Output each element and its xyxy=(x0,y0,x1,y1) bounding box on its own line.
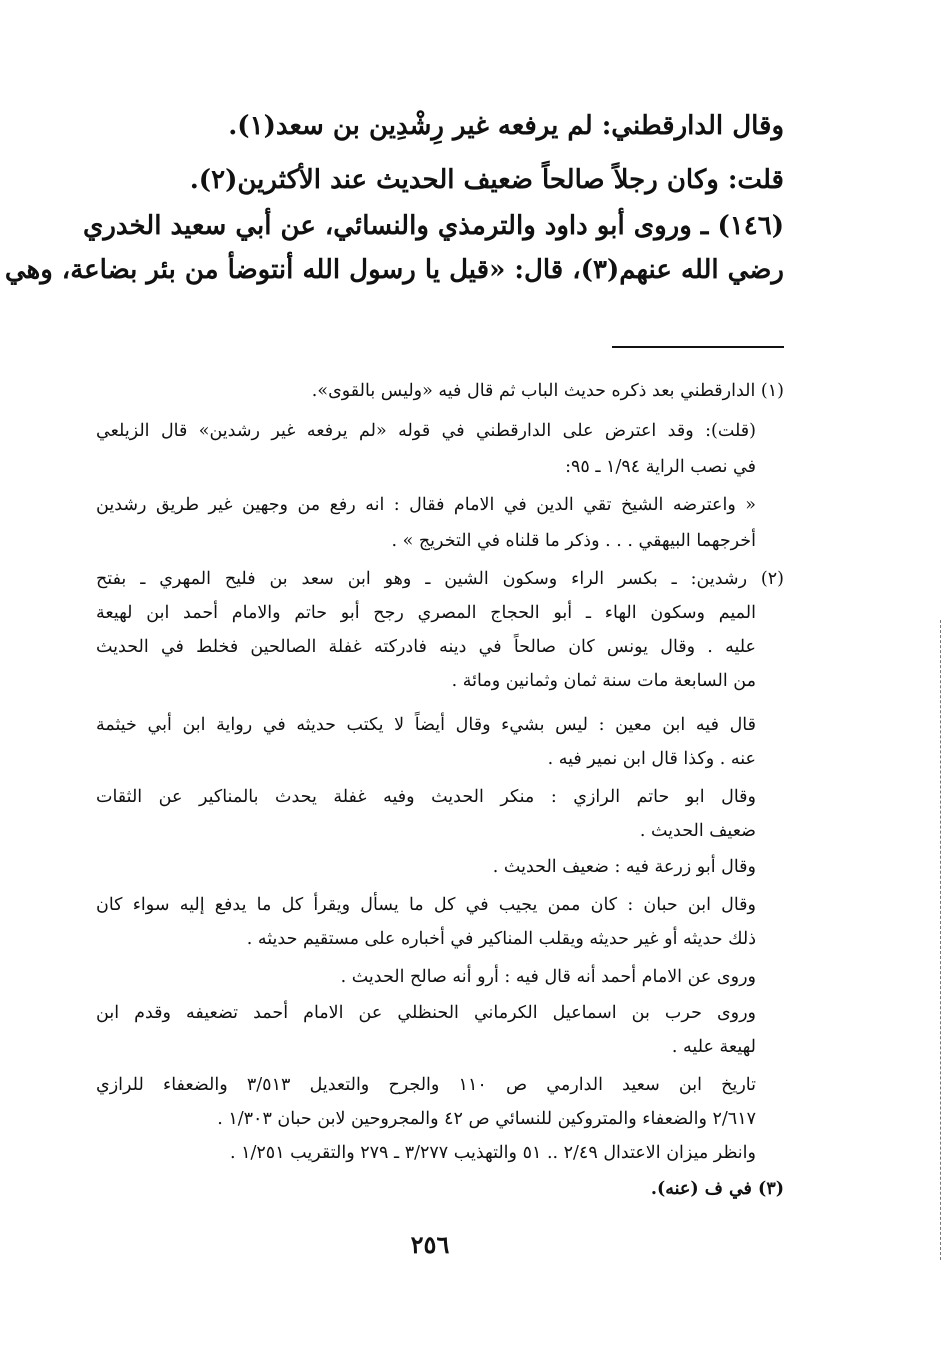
page-number: ٢٥٦ xyxy=(410,1230,450,1259)
footnote-separator xyxy=(612,346,784,348)
footnote-2-line: وقال ابو حاتم الرازي : منكر الحديث وفيه غفلة يحدث بالمناكير عن الثقات xyxy=(96,787,756,807)
scan-edge-mark xyxy=(940,620,942,1260)
footnote-1-line: (قلت): وقد اعترض على الدارقطني في قوله «لم يرفعه غير رشدين» قال الزيلعي xyxy=(96,421,756,441)
footnote-2-line: قال فيه ابن معين : ليس بشيء وقال أيضاً لا يكتب حديثه في رواية ابن أبي خيثمة xyxy=(96,715,756,735)
footnote-1-line: « واعترضه الشيخ تقي الدين في الامام فقال : انه رفع من وجهين غير طريق رشدين xyxy=(96,495,756,515)
footnote-2-line: ضعيف الحديث . xyxy=(639,821,756,841)
footnote-2-line: لهيعة عليه . xyxy=(671,1037,756,1057)
footnote-2-line: من السابعة مات سنة ثمان وثمانين ومائة . xyxy=(451,671,756,691)
footnote-1-line: في نصب الراية ١/٩٤ ـ ٩٥: xyxy=(565,457,756,477)
footnote-2-line: وقال أبو زرعة فيه : ضعيف الحديث . xyxy=(492,857,756,877)
footnote-2-line: الميم وسكون الهاء ـ أبو الحجاج المصري رجح أبو حاتم والامام أحمد ابن لهيعة xyxy=(96,603,756,623)
footnote-1-line: أخرجهما البيهقي . . . وذكر ما قلناه في التخريج » . xyxy=(391,531,756,551)
footnote-2-line: وروى عن الامام أحمد أنه قال فيه : أرو أنه صالح الحديث . xyxy=(340,967,756,987)
footnote-2-line: وقال ابن حبان : كان ممن يجيب في كل ما يسأل ويقرأ كل ما يدفع إليه سواء كان xyxy=(96,895,756,915)
footnote-2-line: وروى حرب بن اسماعيل الكرماني الحنظلي عن الامام أحمد تضعيفه وقدم ابن xyxy=(96,1003,756,1023)
footnote-2-line: ذلك حديثه أو غير حديثه ويقلب المناكير في أخباره على مستقيم حديثه . xyxy=(246,929,756,949)
main-text-line: قلت: وكان رجلاً صالحاً ضعيف الحديث عند الأكثرين(٢). xyxy=(189,165,784,195)
main-text-line: (١٤٦) ـ وروى أبو داود والترمذي والنسائي، عن أبي سعيد الخدري xyxy=(82,211,784,241)
footnote-2-line: وانظر ميزان الاعتدال ٢/٤٩ .. ٥١ والتهذيب ٣/٢٧٧ ـ ٢٧٩ والتقريب ١/٢٥١ . xyxy=(229,1143,756,1163)
footnote-2-line: تاريخ ابن سعيد الدارمي ص ١١٠ والجرح والتعديل ٣/٥١٣ والضعفاء للرازي xyxy=(96,1075,757,1095)
footnote-2-line: (٢) رشدين: ـ بكسر الراء وسكون الشين ـ وهو ابن سعد بن فليح المهري ـ بفتح xyxy=(96,569,784,589)
main-text-line: رضي الله عنهم(٣)، قال: «قيل يا رسول الله أنتوضأ من بئر بضاعة، وهي xyxy=(4,255,784,285)
footnote-3-line: (٣) في ف (عنه). xyxy=(650,1179,784,1199)
footnote-2-line: عليه . وقال يونس كان صالحاً في دينه فادركته غفلة الصالحين فخلط في الحديث xyxy=(96,637,756,657)
footnote-2-line: عنه . وكذا قال ابن نمير فيه . xyxy=(547,749,756,769)
footnote-2-line: ٢/٦١٧ والضعفاء والمتروكين للنسائي ص ٤٢ والمجروحين لابن حبان ١/٣٠٣ . xyxy=(217,1109,756,1129)
footnote-1-line: (١) الدارقطني بعد ذكره حديث الباب ثم قال فيه «وليس بالقوى». xyxy=(311,381,784,401)
main-text-line: وقال الدارقطني: لم يرفعه غير رِشْدِين بن سعد(١). xyxy=(228,111,784,141)
